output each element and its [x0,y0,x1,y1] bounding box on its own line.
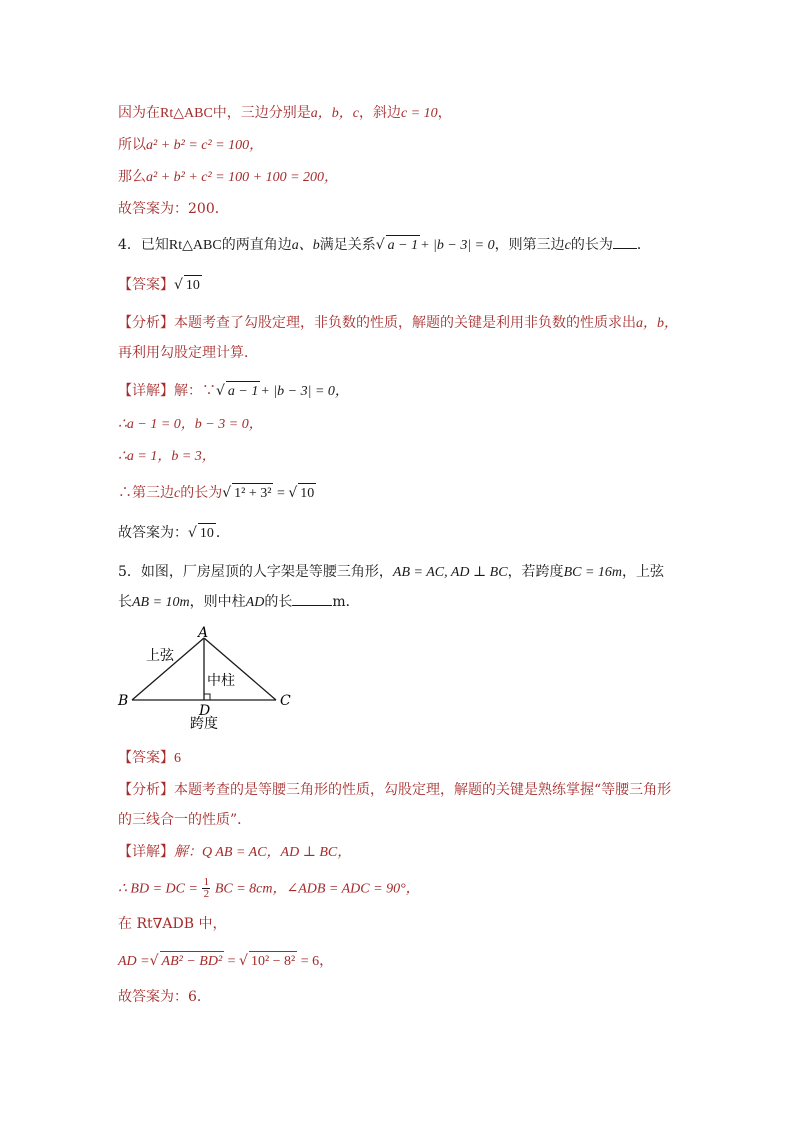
math-equation: a² + b² + c² = 100 + 100 = 200， [146,170,339,185]
question-4-detail-1 [118,381,349,402]
answer-blank [613,248,637,249]
sqrt-icon: √ [288,485,298,501]
question-5-detail-4 [118,951,333,972]
label-d: D [199,703,211,719]
math-var: c [564,238,571,253]
sqrt-icon: √ [188,525,197,541]
side-ac [204,638,276,700]
math-sides: a，b，c [310,106,359,121]
denominator: 2 [203,888,210,900]
text: 长 [118,594,132,610]
text: ，则第三边 [494,237,565,253]
math-segment: AD [245,595,265,610]
sqrt-icon: √ [216,383,225,399]
math-chord: AB = 10m [132,595,190,610]
question-4-detail-3: ∴a = 1，b = 3， [118,449,216,464]
math-vars: a，b， [636,316,678,331]
text: 的两直角边 [221,237,292,253]
analysis-tag: 【分析】 [118,315,174,331]
question-4-detail-2: ∴a − 1 = 0，b − 3 = 0， [118,417,263,432]
text: 因为在 [118,105,160,121]
question-4-stem [118,235,651,256]
text: 5．如图，厂房屋顶的人字架是等腰三角形， [118,564,393,580]
text: 解：∵ [174,383,216,399]
prev-solution-line-1 [118,103,452,124]
text: ，斜边 [359,105,401,121]
question-4-answer [118,275,202,296]
analysis-tag: 【分析】 [118,782,174,798]
question-5-stem-2 [118,592,360,613]
label-span: 跨度 [190,716,218,732]
math-triangle: Rt△ABC [160,106,213,121]
math-radicand: AB² − BD² [160,951,225,972]
text: ，若跨度 [507,564,564,580]
prev-solution-final: 故答案为：200． [118,201,229,217]
math-equals: = [273,486,289,501]
text: 那么 [118,169,146,185]
text: 本题考查的是等腰三角形的性质，勾股定理，解题的关键是熟练掌握“等腰三角形 [174,782,672,798]
math-given: 解：Q AB = AC，AD ⊥ BC， [174,845,352,860]
math-conditions: AB = AC, AD ⊥ BC [392,565,508,580]
question-5-stem-1 [118,562,664,583]
math-equation: a² + b² = c² = 100， [146,138,264,153]
text: 4．已知 [118,237,169,253]
math-radicand: a − 1 [226,381,260,402]
answer-tag: 【答案】 [118,750,174,766]
text: 的长 [264,594,293,610]
text: m． [332,594,360,610]
question-5-detail-2 [118,877,420,900]
answer-blank [292,605,332,606]
question-5-final: 故答案为：6． [118,989,211,1005]
text: 中，三边分别是 [212,105,311,121]
math-radicand: 1² + 3² [232,483,273,504]
text: 所以 [118,137,146,153]
math-var: c [174,486,181,501]
text: ，则中柱 [189,594,246,610]
question-4-detail-4 [118,483,316,504]
math-text: BC = 8cm，∠ADB = ADC = 90°， [214,881,420,897]
sqrt-icon: √ [174,277,183,293]
answer-tag: 【答案】 [118,277,174,293]
prev-solution-line-3 [118,167,338,188]
question-5-answer [118,748,181,769]
roof-truss-figure [112,622,302,734]
question-5-detail-3: 在 Rt∇ADB 中， [118,916,227,932]
answer-value: 10 [184,275,202,296]
question-4-final [118,523,230,544]
detail-tag: 【详解】 [118,383,174,399]
question-4-analysis-1 [118,313,678,334]
label-a: A [198,625,209,641]
numerator: 1 [203,876,210,888]
text: 满足关系 [319,237,376,253]
text: ∴第三边 [118,485,174,501]
prev-solution-line-2 [118,135,263,156]
label-c: C [280,693,291,709]
label-upper-chord: 上弦 [146,648,174,664]
math-hypotenuse: c = 10 [401,106,438,121]
text: ，上弦 [622,564,665,580]
sqrt-icon: √ [222,485,232,501]
sqrt-icon: √ [375,237,385,253]
math-legs: a、b [291,238,320,253]
text: 本题考查了勾股定理，非负数的性质，解题的关键是利用非负数的性质求出 [174,315,636,331]
text: 的长为 [570,237,613,253]
math-radicand: 10 [298,483,316,504]
sqrt-icon: √ [149,953,159,969]
text: ． [215,525,230,541]
math-equation: + |b − 3| = 0 [420,238,495,253]
label-king-post: 中柱 [207,673,235,689]
sqrt-icon: √ [239,953,248,969]
fraction-one-half [202,877,210,900]
text: ， [437,105,452,121]
math-radicand: a − 1 [386,235,420,256]
math-triangle: Rt△ABC [168,238,222,253]
right-angle-mark [204,694,210,700]
math-span: BC = 16m [563,565,623,580]
math-result: = 6， [297,954,334,969]
question-5-analysis-1 [118,780,671,800]
label-b: B [118,693,129,709]
math-text: AD = [118,954,150,969]
text: 故答案为： [118,525,188,541]
math-radicand: 10 [198,523,216,544]
math-radicand: 10² − 8² [249,951,297,972]
math-text: ∴ BD = DC = [118,881,198,897]
answer-value: 6 [174,751,181,766]
text: ． [636,237,651,253]
question-5-analysis-2: 的三线合一的性质”． [118,812,252,828]
question-5-detail-1 [118,842,351,863]
question-4-analysis-2: 再利用勾股定理计算． [118,345,258,361]
math-equation: + |b − 3| = 0， [260,384,349,399]
text: 的长为 [180,485,223,501]
math-equals: = [224,954,240,969]
detail-tag: 【详解】 [118,844,174,860]
